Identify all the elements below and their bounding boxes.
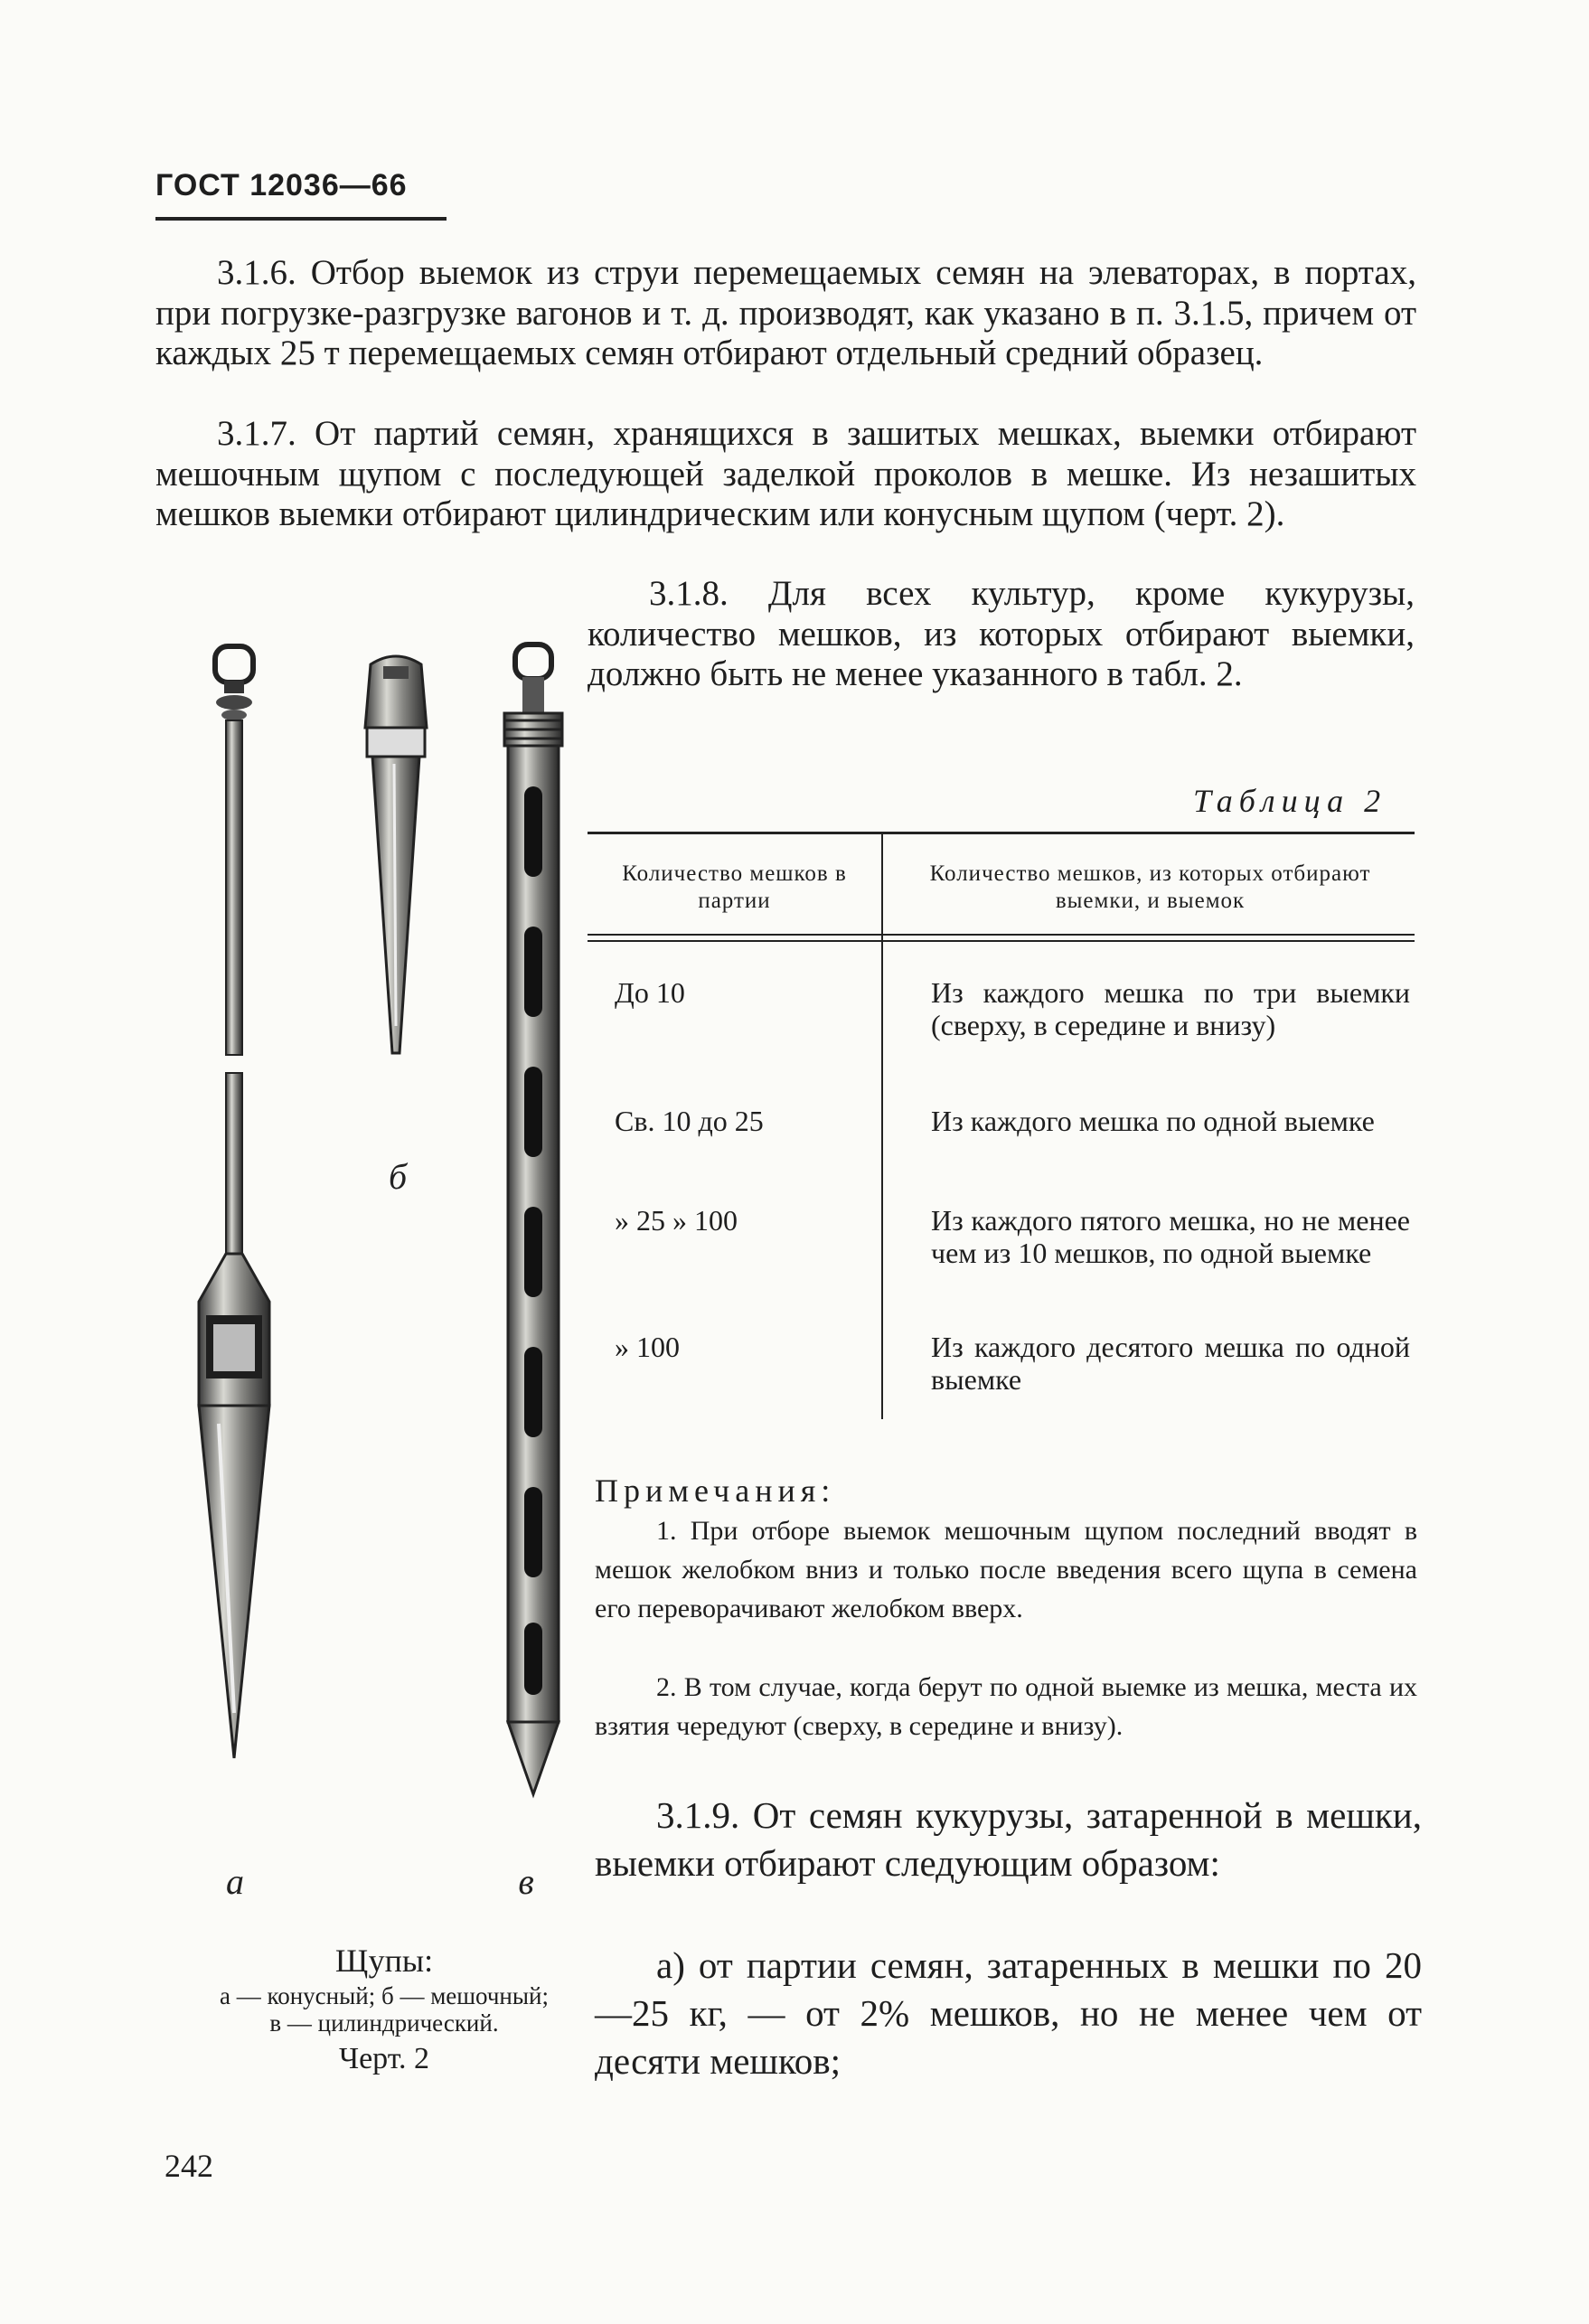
paragraph-3-1-7: 3.1.7. От партий семян, хранящихся в зашитых мешках, выемки отбирают мешочным щупом с последующей заделкой проколов в мешке. Из незашитых мешков выемки отбирают цилиндрическим или конусным щупом (черт. 2). [155, 414, 1416, 533]
table-column-divider [881, 832, 883, 1419]
table-cell-rule: Из каждого десятого мешка по одной выемке [931, 1331, 1410, 1396]
page-number: 242 [165, 2148, 213, 2184]
figure-label-v: в [518, 1861, 534, 1902]
table-header-col2: Количество мешков, из которых отбирают выемки, и выемок [929, 861, 1371, 913]
figure-reference: Черт. 2 [338, 2042, 430, 2075]
probe-b-drawing [365, 656, 427, 1053]
paragraph-3-1-9-a: а) от партии семян, затаренных в мешки по 20—25 кг, — от 2% мешков, но не менее чем от десяти мешков; [595, 1944, 1422, 2082]
table-header-rule-1 [588, 934, 1415, 936]
figure-caption-description: а — конусный; б — мешочный; в — цилиндрический. [220, 1982, 549, 2037]
table-cell-qty: » 25 » 100 [615, 1204, 738, 1237]
figure-label-b: б [388, 1156, 408, 1197]
probe-a-drawing [199, 646, 269, 1758]
paragraph-3-1-6: 3.1.6. Отбор выемок из струи перемещаемых семян на элеваторах, в портах, при погрузке-разгрузке вагонов и т. д. производят, как указано в п. 3.1.5, причем от каждых 25 т перемещаемых семян отбирают отдельный средний образец. [155, 253, 1416, 372]
probe-v-drawing [504, 645, 562, 1794]
table-cell-rule: Из каждого мешка по три выемки (сверху, в середине и внизу) [931, 976, 1410, 1041]
document-header: ГОСТ 12036—66 [155, 168, 408, 202]
table-cell-rule: Из каждого пятого мешка, но не менее чем из 10 мешков, по одной выемке [931, 1204, 1410, 1269]
notes-title: Примечания: [595, 1472, 836, 1509]
header-rule [155, 217, 447, 221]
table-cell-qty: До 10 [615, 976, 685, 1009]
probes-illustration [163, 628, 578, 1934]
paragraph-3-1-9: 3.1.9. От семян кукурузы, затаренной в мешки, выемки отбирают следующим образом: [595, 1794, 1422, 1884]
note-1: 1. При отборе выемок мешочным щупом последний вводят в мешок желобком вниз и только после введения всего щупа в семена его переворачивают желобком вверх. [595, 1516, 1417, 1623]
table-top-rule [588, 832, 1415, 834]
table-cell-rule: Из каждого мешка по одной выемке [931, 1105, 1375, 1137]
table-title: Таблица 2 [1193, 783, 1387, 819]
table-header-rule-2 [588, 940, 1415, 942]
table-cell-qty: Св. 10 до 25 [615, 1105, 764, 1137]
table-cell-qty: » 100 [615, 1331, 680, 1363]
table-2 [588, 832, 1415, 1419]
paragraph-3-1-8: 3.1.8. Для всех культур, кроме кукурузы, количество мешков, из которых отбирают выемки, должно быть не менее указанного в табл. 2. [588, 574, 1415, 693]
note-2: 2. В том случае, когда берут по одной выемке из мешка, места их взятия чередуют (сверху, в середине и внизу). [595, 1672, 1417, 1741]
figure-label-a: а [226, 1861, 244, 1902]
figure-caption-title: Щупы: [334, 1943, 434, 1979]
table-header-col1: Количество мешков в партии [622, 861, 847, 913]
figure-caption [217, 1939, 551, 2082]
